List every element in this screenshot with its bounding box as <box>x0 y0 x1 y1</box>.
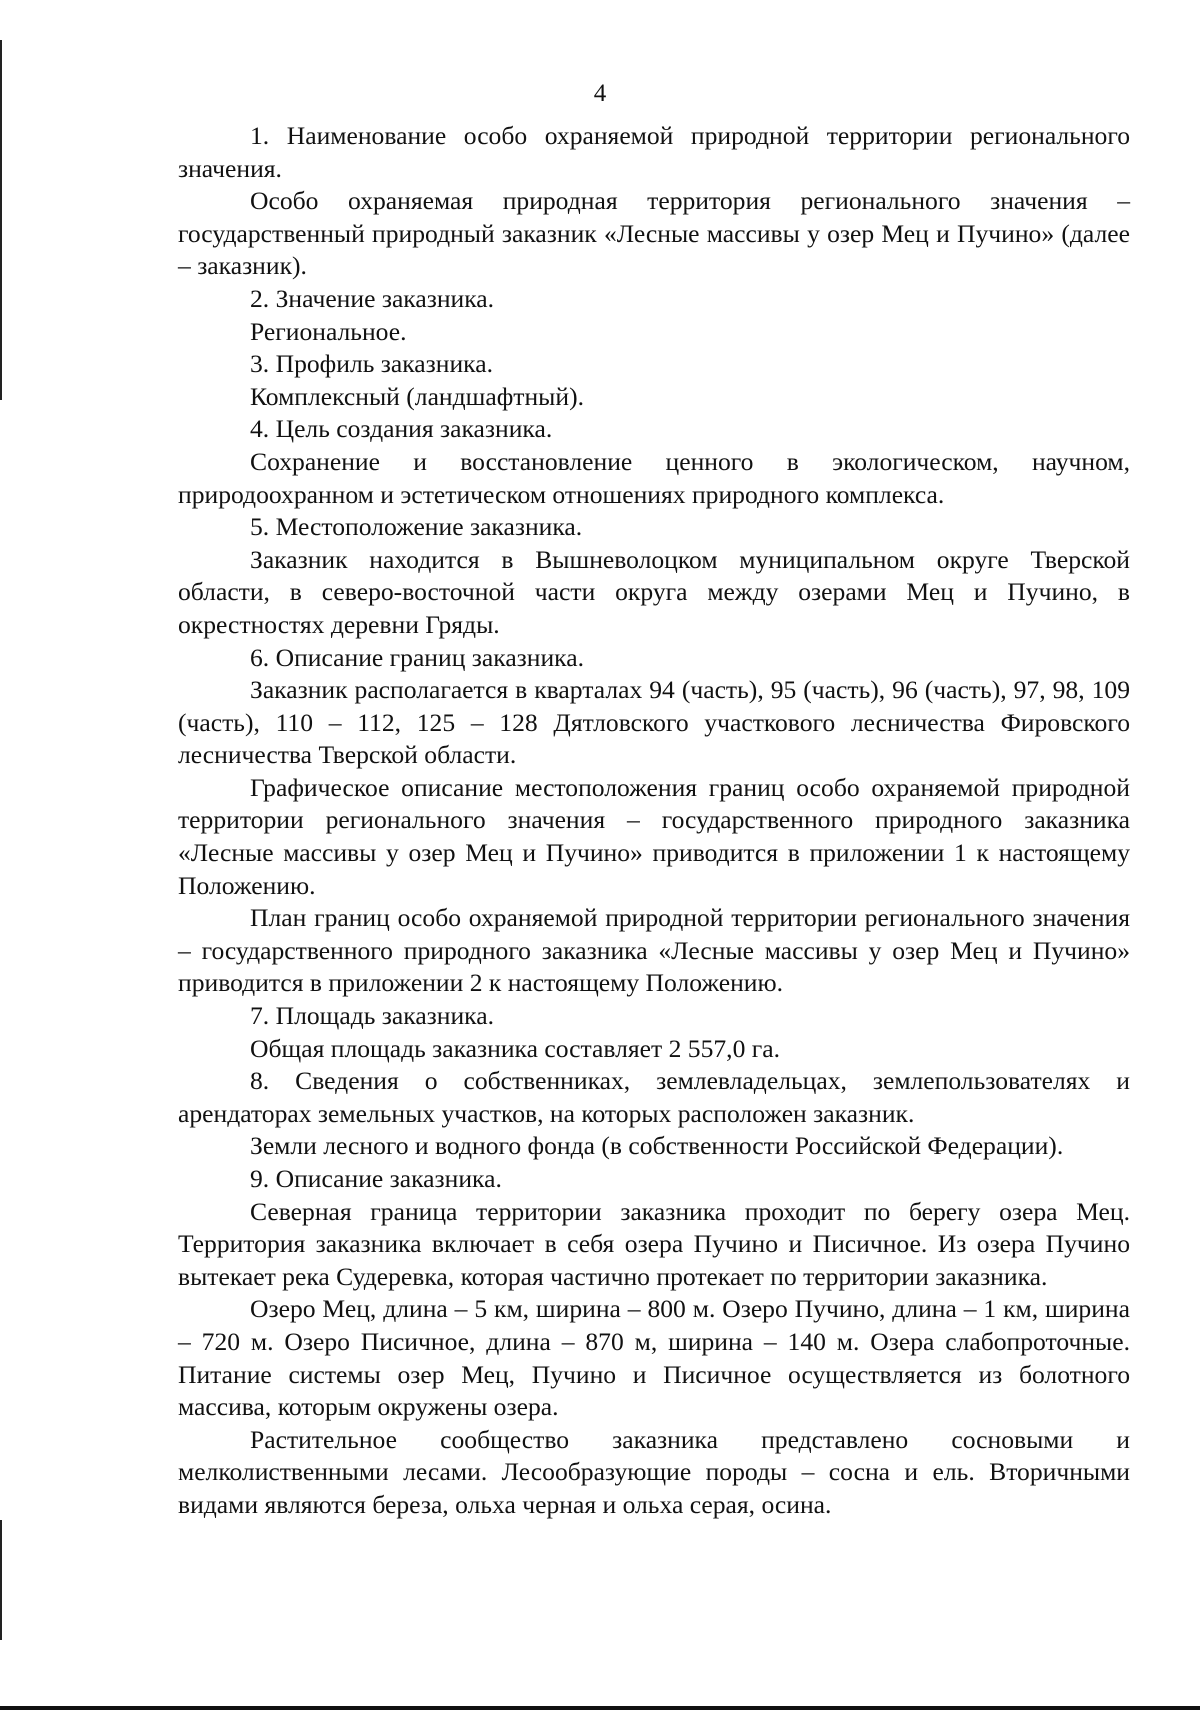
section-8-heading: 8. Сведения о собственниках, землевладельцах, землепользователях и арендаторах земельных участков, на которых расположен заказник. <box>178 1066 1130 1128</box>
section-7-text: Общая площадь заказника составляет 2 557,0 га. <box>250 1033 781 1063</box>
section-2-heading: 2. Значение заказника. <box>250 283 495 313</box>
section-6-plan: План границ особо охраняемой природной территории регионального значения – государственного природного заказника «Лесные массивы у озер Мец и Пучино» приводится в приложении 2 к настоящему Положению. <box>178 903 1130 998</box>
section-5-text: Заказник находится в Вышневолоцком муниципальном округе Тверской области, в северо-восточной части округа между озерами Мец и Пучино, в окрестностях деревни Гряды. <box>178 544 1130 639</box>
section-3-heading: 3. Профиль заказника. <box>250 349 493 379</box>
section-9-heading: 9. Описание заказника. <box>250 1164 502 1193</box>
section-8-text: Земли лесного и водного фонда (в собственности Российской Федерации). <box>250 1131 1064 1161</box>
section-7-heading: 7. Площадь заказника. <box>250 1001 494 1031</box>
scan-left-edge-lower <box>0 1520 2 1640</box>
section-4-text: Сохранение и восстановление ценного в экологическом, научном, природоохранном и эстетическом отношениях природного комплекса. <box>178 446 1130 509</box>
page-number: 4 <box>593 80 607 107</box>
section-9-text-lakes: Озеро Мец, длина – 5 км, ширина – 800 м. Озеро Пучино, длина – 1 км, ширина – 720 м. Озеро Писичное, длина – 870 м, ширина – 140 м. Озера слабопроточные. Питание системы озер Мец, Пучино и Писичное осуществляется из болотного массива, которым окружены озера. <box>178 1294 1130 1422</box>
section-6-graphic-description: Графическое описание местоположения границ особо охраняемой природной территории регионального значения – государственного природного заказника «Лесные массивы у озер Мец и Пучино» приводится в приложении 1 к настоящему Положению. <box>178 772 1130 900</box>
document-body <box>178 120 1130 1522</box>
section-3-text: Комплексный (ландшафтный). <box>250 381 584 411</box>
section-4-heading: 4. Цель создания заказника. <box>250 414 553 444</box>
section-5-heading: 5. Местоположение заказника. <box>250 512 583 542</box>
section-1-text: Особо охраняемая природная территория регионального значения – государственный природный заказник «Лесные массивы у озер Мец и Пучино» (далее – заказник). <box>178 186 1130 281</box>
section-6-heading: 6. Описание границ заказника. <box>250 642 584 672</box>
section-1-heading: 1. Наименование особо охраняемой природной территории регионального значения. <box>178 121 1130 183</box>
scan-bottom-edge <box>0 1706 1200 1710</box>
section-2-text: Региональное. <box>250 316 407 346</box>
section-6-text: Заказник располагается в кварталах 94 (часть), 95 (часть), 96 (часть), 97, 98, 109 (часть), 110 – 112, 125 – 128 Дятловского участкового лесничества Фировского лесничества Тверской области. <box>178 675 1130 770</box>
section-9-text-vegetation: Растительное сообщество заказника представлено сосновыми и мелколиственными лесами. Лесообразующие породы – сосна и ель. Вторичными видами являются береза, ольха черная и ольха серая, осина. <box>178 1424 1130 1519</box>
section-9-text-borders: Северная граница территории заказника проходит по берегу озера Мец. Территория заказника включает в себя озера Пучино и Писичное. Из озера Пучино вытекает река Судеревка, которая частично протекает по территории заказника. <box>178 1196 1130 1291</box>
